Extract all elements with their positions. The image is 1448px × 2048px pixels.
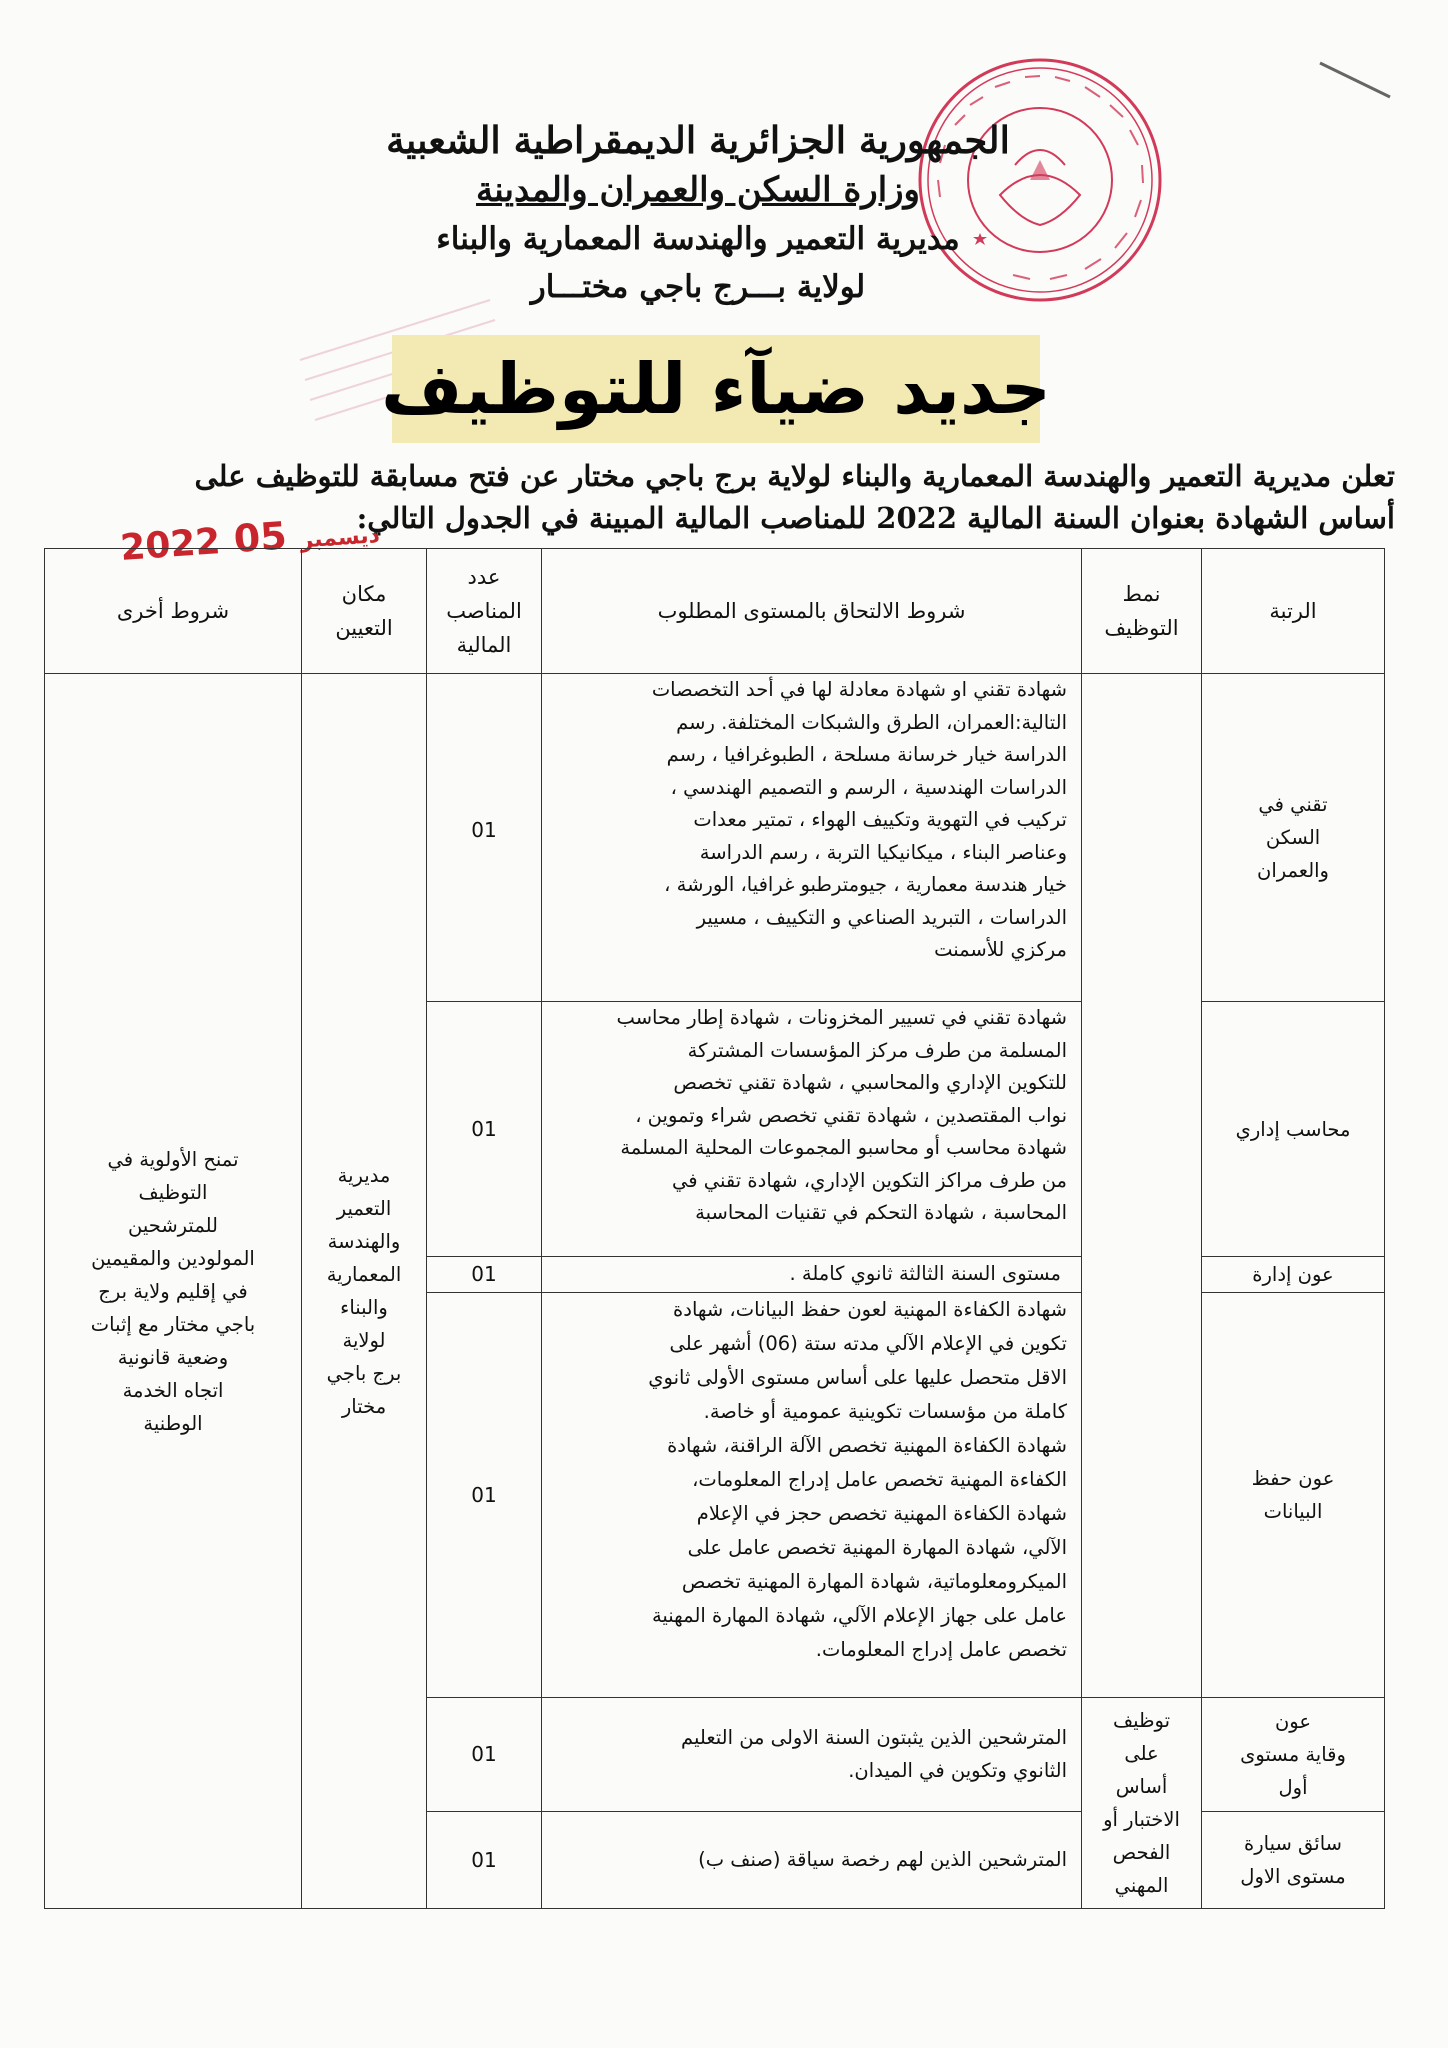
table-header-row [45, 549, 1385, 674]
conditions-cell: مستوى السنة الثالثة ثانوي كاملة . [542, 1257, 1082, 1293]
directorate-title: مديرية التعمير والهندسة المعمارية والبناء [436, 221, 960, 257]
date-stamp-year: 2022 [118, 521, 222, 570]
ministry-title: وزارة السكن والعمران والمدينة [476, 170, 920, 210]
date-stamp-month: ديسمبر [299, 522, 381, 554]
other-conditions-cell: تمنح الأولوية في التوظيف للمترشحين المولودين والمقيمين في إقليم ولاية برج باجي مختار مع إثبات وضعية قانونية اتجاه الخدمة الوطنية [45, 674, 302, 1909]
rank-cell: عون حفظ البيانات [1202, 1293, 1385, 1698]
rank-cell: سائق سيارة مستوى الاول [1202, 1812, 1385, 1909]
rank-cell: عون وقاية مستوى أول [1202, 1698, 1385, 1812]
header-other: شروط أخرى [45, 549, 302, 674]
positions-cell: 01 [427, 1293, 542, 1698]
header-positions: عدد المناصب المالية [427, 549, 542, 674]
republic-title: الجمهورية الجزائرية الديمقراطية الشعبية [386, 118, 1010, 162]
mode-cell-blank [1082, 674, 1202, 1698]
wilaya-title: لولاية بـــرج باجي مختـــار [530, 269, 866, 305]
header-place: مكان التعيين [302, 549, 427, 674]
positions-table [44, 548, 1385, 1909]
conditions-cell: شهادة الكفاءة المهنية لعون حفظ البيانات، شهادة تكوين في الإعلام الآلي مدته ستة (06) أشهر على الاقل متحصل عليها على أساس مستوى الأولى ثانوي كاملة من مؤسسات تكوينية عمومية أو خاصة. شهادة الكفاءة المهنية تخصص الآلة الراقنة، شهادة الكفاءة المهنية تخصص عامل إدراج المعلومات، شهادة الكفاءة المهنية تخصص حجز في الإعلام الآلي، شهادة المهارة المهنية تخصص عامل على الميكرومعلوماتية، شهادة المهارة المهنية تخصص عامل على جهاز الإعلام الآلي، شهادة المهارة المهنية تخصص عامل إدراج المعلومات. [542, 1293, 1082, 1698]
rank-cell: محاسب إداري [1202, 1002, 1385, 1257]
rank-cell: عون إدارة [1202, 1257, 1385, 1293]
intro-line-1: تعلن مديرية التعمير والهندسة المعمارية والبناء لولاية برج باجي مختار عن فتح مسابقة للتوظيف على [194, 459, 1395, 493]
paper-mark-icon [1315, 55, 1395, 105]
conditions-cell: شهادة تقني في تسيير المخزونات ، شهادة إطار محاسب المسلمة من طرف مركز المؤسسات المشتركة للتكوين الإداري والمحاسبي ، شهادة تقني تخصص نواب المقتصدين ، شهادة تقني تخصص شراء وتموين ، شهادة محاسب أو محاسبو المجموعات المحلية المسلمة من طرف مراكز التكوين الإداري، شهادة تقني في المحاسبة ، شهادة التحكم في تقنيات المحاسبة [542, 1002, 1082, 1257]
header-rank: الرتبة [1202, 549, 1385, 674]
rank-cell: تقني في السكن والعمران [1202, 674, 1385, 1002]
header-mode: نمط التوظيف [1082, 549, 1202, 674]
table-row [45, 674, 1385, 1002]
positions-cell: 01 [427, 1002, 542, 1257]
positions-cell: 01 [427, 1698, 542, 1812]
conditions-cell: المترشحين الذين لهم رخصة سياقة (صنف ب) [542, 1812, 1082, 1909]
mode-cell-exam: توظيف على أساس الاختبار أو الفحص المهني [1082, 1698, 1202, 1909]
banner-text: جديد ضيآء للتوظيف [381, 348, 1051, 430]
conditions-cell: شهادة تقني او شهادة معادلة لها في أحد التخصصات التالية:العمران، الطرق والشبكات المختلفة. رسم الدراسة خيار خرسانة مسلحة ، الطبوغرافيا ، رسم الدراسات الهندسية ، الرسم و التصميم الهندسي ، تركيب في التهوية وتكييف الهواء ، تمتير معدات وعناصر البناء ، ميكانيكيا التربة ، رسم الدراسة خيار هندسة معمارية ، جيومترطبو غرافيا، الورشة ، الدراسات ، التبريد الصناعي و التكييف ، مسيير مركزي للأسمنت [542, 674, 1082, 1002]
document-header [338, 115, 1058, 311]
header-conditions: شروط الالتحاق بالمستوى المطلوب [542, 549, 1082, 674]
positions-cell: 01 [427, 1257, 542, 1293]
date-stamp-day: 05 [232, 513, 289, 562]
conditions-cell: المترشحين الذين يثبتون السنة الاولى من التعليم الثانوي وتكوين في الميدان. [542, 1698, 1082, 1812]
intro-line-2: أساس الشهادة بعنوان السنة المالية 2022 للمناصب المالية المبينة في الجدول التالي: [356, 501, 1395, 535]
positions-cell: 01 [427, 674, 542, 1002]
watermark-banner [381, 335, 1051, 443]
place-cell: مديرية التعمير والهندسة المعمارية والبناء لولاية برج باجي مختار [302, 674, 427, 1909]
positions-cell: 01 [427, 1812, 542, 1909]
